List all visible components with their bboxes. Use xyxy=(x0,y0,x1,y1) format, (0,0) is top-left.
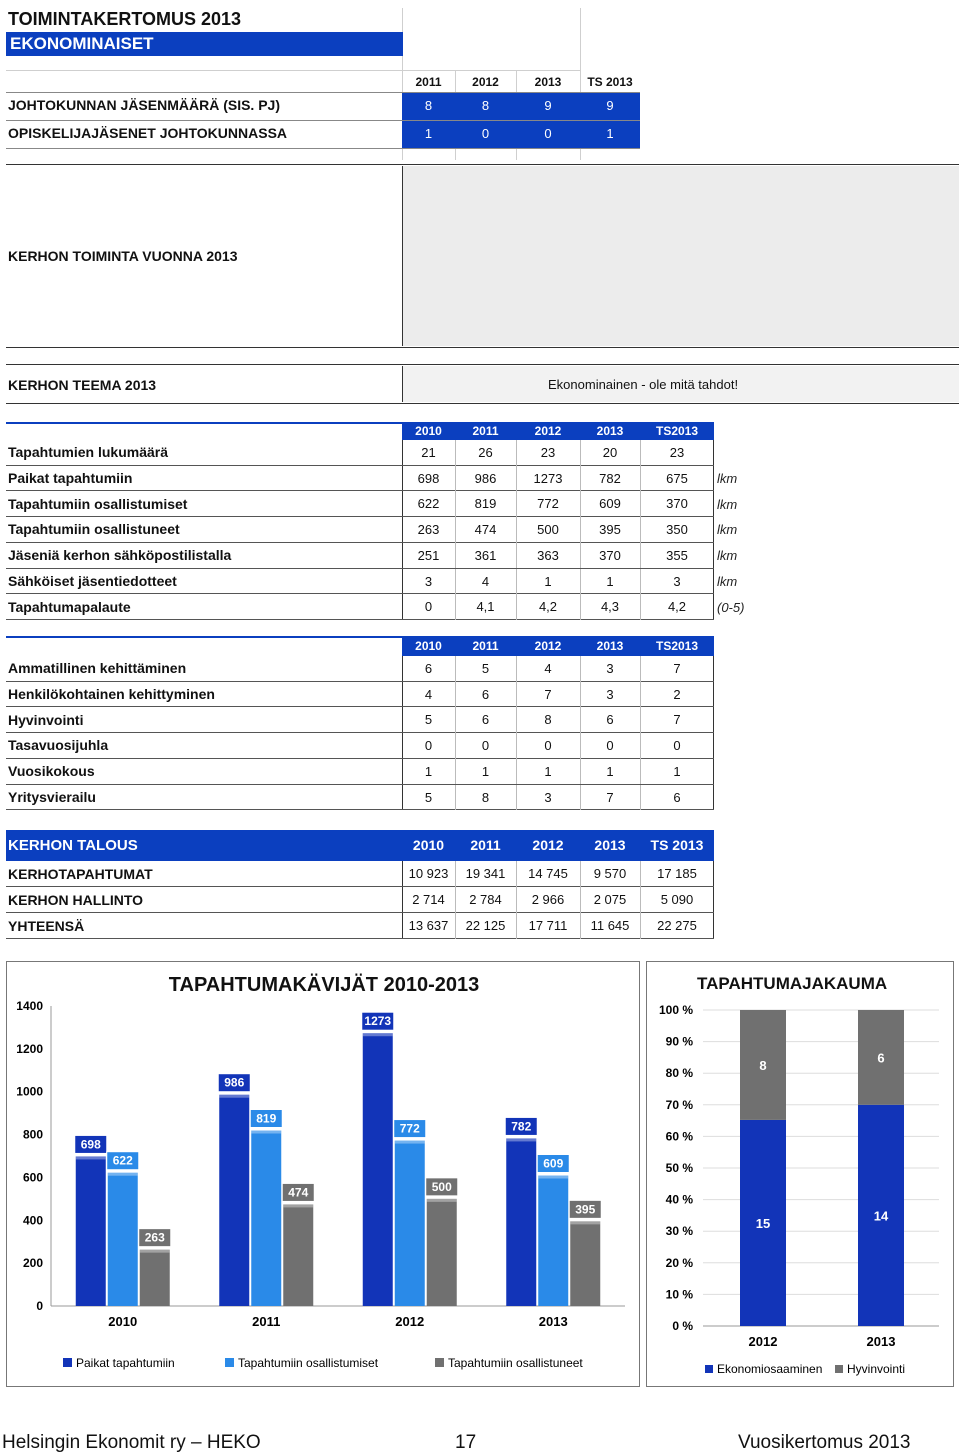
categories-cell: 6 xyxy=(424,661,433,676)
bar-highlight xyxy=(108,1173,138,1176)
col-divider xyxy=(640,440,641,466)
bar-highlight xyxy=(219,1095,249,1098)
footer-left: Helsingin Ekonomit ry – HEKO xyxy=(2,1432,261,1453)
finance-cell: 2 966 xyxy=(531,892,565,907)
col-divider xyxy=(580,491,581,517)
categories-row-label: Ammatillinen kehittäminen xyxy=(8,660,187,677)
events-cell: 263 xyxy=(417,522,440,538)
finance-cell: 19 341 xyxy=(465,866,506,881)
categories-year-header: TS2013 xyxy=(655,639,699,653)
col-divider xyxy=(580,656,581,682)
x-tick-label: 2012 xyxy=(748,1334,778,1349)
bar xyxy=(427,1199,457,1306)
col-divider xyxy=(640,594,641,620)
y-tick-label: 600 xyxy=(22,1170,43,1185)
categories-row-label: Tasavuosijuhla xyxy=(8,737,109,754)
finance-cell: 2 714 xyxy=(412,892,445,907)
theme-label: KERHON TEEMA 2013 xyxy=(8,377,157,393)
y-tick-label: 50 % xyxy=(665,1161,693,1175)
data-label: 772 xyxy=(399,1121,420,1136)
bar xyxy=(538,1176,568,1307)
categories-cell: 5 xyxy=(424,712,433,728)
events-cell: 819 xyxy=(474,496,497,512)
events-cell: 4,2 xyxy=(667,599,687,615)
chart-visitors-frame xyxy=(6,961,640,1387)
col-divider xyxy=(580,913,581,939)
events-year-header: 2012 xyxy=(534,424,562,438)
events-year-header: 2010 xyxy=(415,424,442,438)
y-tick-label: 0 % xyxy=(672,1319,693,1333)
bar-highlight xyxy=(506,1138,536,1141)
y-tick-label: 100 % xyxy=(658,1003,693,1017)
data-label: 782 xyxy=(511,1119,532,1134)
bar-highlight xyxy=(76,1156,106,1159)
categories-cell: 8 xyxy=(544,712,552,728)
col-divider xyxy=(455,785,456,811)
activity-heading: KERHON TOIMINTA VUONNA 2013 xyxy=(8,248,238,264)
events-year-header: 2013 xyxy=(596,424,624,438)
categories-cell: 1 xyxy=(424,763,433,779)
y-tick-label: 200 xyxy=(22,1256,43,1271)
y-tick-label: 1000 xyxy=(16,1084,43,1099)
events-cell: 21 xyxy=(421,445,436,460)
data-label: 263 xyxy=(144,1230,165,1245)
categories-cell: 0 xyxy=(673,738,681,754)
footer-page-number: 17 xyxy=(455,1432,477,1453)
categories-row-label: Hyvinvointi xyxy=(8,711,84,728)
col-divider xyxy=(516,491,517,517)
events-cell: 251 xyxy=(417,547,440,563)
members-year-header: 2012 xyxy=(472,75,499,89)
col-divider xyxy=(455,569,456,595)
categories-year-header: 2011 xyxy=(472,639,499,653)
events-cell: 23 xyxy=(540,445,556,460)
col-divider xyxy=(455,887,456,913)
events-cell: 4 xyxy=(481,573,490,589)
categories-row-label: Henkilökohtainen kehittyminen xyxy=(8,686,215,703)
col-divider xyxy=(640,733,641,759)
col-divider xyxy=(516,861,517,887)
events-cell: 355 xyxy=(666,547,688,563)
col-divider xyxy=(516,466,517,492)
bar xyxy=(108,1173,138,1306)
y-tick-label: 0 xyxy=(36,1299,43,1313)
col-divider xyxy=(580,861,581,887)
col-divider xyxy=(455,543,456,569)
events-row-label: Paikat tapahtumiin xyxy=(8,470,133,487)
col-divider xyxy=(640,759,641,785)
col-divider xyxy=(640,785,641,811)
chart-distribution-title: TAPAHTUMAJAKAUMA xyxy=(697,974,888,993)
bar-highlight xyxy=(363,1033,393,1036)
col-divider xyxy=(455,491,456,517)
categories-cell: 3 xyxy=(606,686,614,702)
categories-cell: 3 xyxy=(606,661,614,676)
categories-cell: 8 xyxy=(481,789,490,805)
categories-cell: 1 xyxy=(544,763,552,779)
legend-swatch xyxy=(435,1358,444,1367)
events-cell: 370 xyxy=(666,496,688,512)
finance-year-header: TS 2013 xyxy=(650,837,704,853)
bar xyxy=(76,1156,106,1306)
data-label: 6 xyxy=(877,1050,885,1066)
bar-highlight xyxy=(427,1199,457,1202)
events-row-label: Tapahtumiin osallistumiset xyxy=(8,495,188,512)
categories-cell: 5 xyxy=(424,789,433,805)
categories-cell: 1 xyxy=(606,763,614,779)
section-banner xyxy=(6,32,403,56)
chart-visitors-title: TAPAHTUMAKÄVIJÄT 2010-2013 xyxy=(168,974,480,996)
members-year-header: TS 2013 xyxy=(587,75,633,89)
row-divider xyxy=(6,92,640,93)
col-divider xyxy=(516,707,517,733)
categories-cell: 6 xyxy=(673,789,681,805)
bar-highlight xyxy=(538,1176,568,1179)
col-divider xyxy=(640,887,641,913)
col-divider xyxy=(640,682,641,708)
data-label: 609 xyxy=(543,1156,564,1171)
col-divider xyxy=(516,543,517,569)
col-divider xyxy=(580,440,581,466)
members-row-label: OPISKELIJAJÄSENET JOHTOKUNNASSA xyxy=(8,125,288,141)
categories-cell: 0 xyxy=(606,738,614,754)
bar xyxy=(140,1250,170,1306)
events-cell: 370 xyxy=(599,547,621,563)
col-divider xyxy=(455,517,456,543)
finance-row-label: KERHON HALLINTO xyxy=(8,891,144,908)
events-cell: 474 xyxy=(474,522,497,538)
col-divider xyxy=(640,656,641,682)
finance-cell: 13 637 xyxy=(408,918,449,933)
col-divider xyxy=(580,785,581,811)
y-tick-label: 80 % xyxy=(665,1066,693,1081)
members-cell: 8 xyxy=(424,98,433,113)
bar-highlight xyxy=(283,1204,313,1207)
bar xyxy=(363,1033,393,1306)
legend-swatch xyxy=(225,1358,234,1367)
events-row-label: Tapahtumien lukumäärä xyxy=(8,444,169,461)
col-divider xyxy=(516,517,517,543)
col-divider xyxy=(516,594,517,620)
col-divider xyxy=(640,861,641,887)
col-divider xyxy=(516,913,517,939)
x-tick-label: 2013 xyxy=(866,1334,896,1349)
col-divider xyxy=(580,594,581,620)
categories-year-header: 2013 xyxy=(596,639,624,653)
categories-cell: 7 xyxy=(673,661,681,676)
theme-value: Ekonominainen - ole mitä tahdot! xyxy=(548,377,739,392)
events-cell: 361 xyxy=(474,547,497,563)
legend-swatch xyxy=(705,1365,713,1373)
col-divider xyxy=(516,569,517,595)
y-tick-label: 20 % xyxy=(665,1255,693,1270)
data-label: 14 xyxy=(873,1208,889,1224)
chart-distribution xyxy=(647,962,953,1386)
events-cell: 20 xyxy=(602,445,618,460)
finance-cell: 2 784 xyxy=(469,892,502,907)
col-divider xyxy=(640,707,641,733)
events-cell: 772 xyxy=(537,496,559,512)
col-divider xyxy=(455,733,456,759)
events-cell: 4,2 xyxy=(538,599,558,615)
finance-cell: 22 275 xyxy=(657,918,697,933)
categories-cell: 7 xyxy=(606,789,614,805)
events-unit: lkm xyxy=(717,471,738,487)
events-cell: 1 xyxy=(544,573,552,589)
events-cell: 363 xyxy=(537,547,559,563)
col-divider xyxy=(580,759,581,785)
categories-cell: 3 xyxy=(544,789,552,805)
categories-cell: 1 xyxy=(673,763,681,779)
footer-right: Vuosikertomus 2013 xyxy=(738,1432,911,1453)
data-label: 8 xyxy=(759,1057,767,1073)
x-tick-label: 2013 xyxy=(538,1314,568,1329)
y-tick-label: 30 % xyxy=(665,1224,693,1239)
col-divider xyxy=(455,707,456,733)
categories-cell: 0 xyxy=(424,738,433,754)
col-divider xyxy=(516,656,517,682)
finance-year-header: 2013 xyxy=(594,837,626,853)
legend-swatch xyxy=(63,1358,72,1367)
events-unit: lkm xyxy=(717,496,738,512)
col-divider xyxy=(516,785,517,811)
col-divider xyxy=(580,543,581,569)
events-year-header: 2011 xyxy=(472,424,499,438)
data-label: 1273 xyxy=(364,1014,392,1029)
categories-cell: 5 xyxy=(481,661,490,676)
members-header-row xyxy=(402,72,640,92)
col-divider xyxy=(580,887,581,913)
col-divider xyxy=(455,682,456,708)
chart-visitors xyxy=(7,962,639,1386)
events-cell: 986 xyxy=(474,470,497,486)
y-tick-label: 800 xyxy=(22,1127,43,1142)
col-divider xyxy=(580,517,581,543)
legend-label: Hyvinvointi xyxy=(847,1362,906,1376)
finance-cell: 9 570 xyxy=(593,866,627,881)
x-tick-label: 2010 xyxy=(108,1314,138,1329)
finance-header-bar xyxy=(6,830,714,861)
members-cell: 1 xyxy=(424,126,433,141)
col-divider xyxy=(640,517,641,543)
bar-highlight xyxy=(251,1131,281,1134)
legend-label: Paikat tapahtumiin xyxy=(76,1356,175,1370)
events-cell: 675 xyxy=(666,470,688,486)
x-tick-label: 2011 xyxy=(252,1314,281,1329)
categories-row-label: Yritysvierailu xyxy=(8,788,96,805)
data-label: 698 xyxy=(80,1137,101,1152)
categories-cell: 7 xyxy=(673,712,681,728)
events-unit: lkm xyxy=(717,548,738,564)
events-unit: (0-5) xyxy=(717,599,745,615)
categories-year-header: 2010 xyxy=(415,639,442,653)
finance-cell: 10 923 xyxy=(408,866,449,881)
members-row-label: JOHTOKUNNAN JÄSENMÄÄRÄ (SIS. PJ) xyxy=(8,97,280,113)
row-divider xyxy=(6,148,640,149)
members-year-header: 2013 xyxy=(534,75,562,89)
y-tick-label: 70 % xyxy=(665,1097,693,1112)
data-label: 395 xyxy=(575,1202,596,1217)
members-cell: 9 xyxy=(606,98,614,113)
legend-label: Ekonomiosaaminen xyxy=(717,1362,823,1376)
col-divider xyxy=(640,491,641,517)
events-cell: 350 xyxy=(666,522,688,538)
col-divider xyxy=(516,759,517,785)
col-divider xyxy=(516,440,517,466)
members-cell: 8 xyxy=(481,98,490,113)
col-divider xyxy=(455,594,456,620)
members-cell: 0 xyxy=(544,126,552,141)
events-row-label: Tapahtumapalaute xyxy=(8,598,131,615)
events-cell: 609 xyxy=(599,496,621,512)
categories-cell: 0 xyxy=(481,738,490,754)
data-label: 986 xyxy=(224,1075,245,1090)
events-cell: 4,3 xyxy=(600,599,620,615)
events-cell: 395 xyxy=(599,522,621,538)
col-divider xyxy=(516,733,517,759)
events-year-header: TS2013 xyxy=(655,424,699,438)
finance-row-label: YHTEENSÄ xyxy=(8,917,85,934)
finance-row-label: KERHOTAPAHTUMAT xyxy=(8,865,153,882)
y-tick-label: 1400 xyxy=(16,999,43,1013)
categories-cell: 0 xyxy=(544,738,552,754)
events-unit: lkm xyxy=(717,573,738,589)
data-label: 622 xyxy=(112,1153,133,1168)
finance-cell: 14 745 xyxy=(528,866,568,881)
y-tick-label: 60 % xyxy=(665,1129,693,1144)
col-divider xyxy=(580,707,581,733)
finance-cell: 5 090 xyxy=(660,892,694,907)
categories-cell: 7 xyxy=(544,686,552,702)
col-divider xyxy=(640,466,641,492)
members-cell: 1 xyxy=(606,126,614,141)
grid-hline xyxy=(6,70,580,71)
data-label: 819 xyxy=(256,1111,277,1126)
events-row-label: Tapahtumiin osallistuneet xyxy=(8,521,180,538)
bar-highlight xyxy=(140,1250,170,1253)
col-divider xyxy=(455,861,456,887)
categories-cell: 2 xyxy=(673,686,681,702)
col-divider xyxy=(640,543,641,569)
col-divider xyxy=(516,682,517,708)
events-cell: 26 xyxy=(478,445,493,460)
col-divider xyxy=(455,440,456,466)
finance-cell: 22 125 xyxy=(465,918,506,933)
y-tick-label: 1200 xyxy=(16,1041,43,1056)
bar xyxy=(570,1221,600,1306)
col-divider xyxy=(455,759,456,785)
col-divider xyxy=(580,733,581,759)
finance-label: KERHON TALOUS xyxy=(8,837,138,854)
events-cell: 0 xyxy=(424,599,433,615)
data-label: 15 xyxy=(755,1215,771,1231)
activity-shaded-area xyxy=(402,166,959,346)
finance-year-header: 2011 xyxy=(470,837,501,853)
events-cell: 1273 xyxy=(533,470,563,486)
categories-year-header: 2012 xyxy=(534,639,562,653)
bar xyxy=(283,1204,313,1306)
chart-distribution-frame xyxy=(646,961,954,1387)
col-divider xyxy=(455,466,456,492)
events-cell: 622 xyxy=(417,496,440,512)
categories-cell: 6 xyxy=(481,712,490,728)
finance-year-header: 2010 xyxy=(412,837,445,853)
events-cell: 782 xyxy=(599,470,621,486)
finance-cell: 2 075 xyxy=(593,892,627,907)
data-label: 474 xyxy=(288,1185,309,1200)
y-tick-label: 10 % xyxy=(665,1287,693,1302)
bar xyxy=(395,1141,425,1306)
section-banner-label: EKONOMINAISET xyxy=(10,34,154,53)
data-label: 500 xyxy=(431,1179,452,1194)
events-cell: 3 xyxy=(424,573,433,589)
events-unit: lkm xyxy=(717,522,738,538)
bar-highlight xyxy=(570,1221,600,1224)
y-tick-label: 40 % xyxy=(665,1192,693,1207)
bar-highlight xyxy=(395,1141,425,1144)
events-cell: 3 xyxy=(673,573,681,589)
col-divider xyxy=(640,913,641,939)
col-divider xyxy=(580,466,581,492)
events-cell: 500 xyxy=(537,522,559,538)
categories-row-label: Vuosikokous xyxy=(8,763,95,780)
bar xyxy=(219,1095,249,1306)
events-cell: 4,1 xyxy=(476,599,495,615)
legend-label: Tapahtumiin osallistuneet xyxy=(448,1356,583,1370)
events-cell: 1 xyxy=(606,573,614,589)
finance-year-header: 2012 xyxy=(532,837,564,853)
y-tick-label: 400 xyxy=(22,1213,43,1228)
categories-cell: 1 xyxy=(481,763,490,779)
events-cell: 698 xyxy=(417,470,440,486)
col-divider xyxy=(640,569,641,595)
members-cell: 9 xyxy=(544,98,552,113)
row-divider xyxy=(6,120,640,121)
finance-cell: 17 185 xyxy=(657,866,697,881)
members-year-header: 2011 xyxy=(415,75,442,89)
col-divider xyxy=(516,887,517,913)
categories-cell: 4 xyxy=(424,686,433,702)
x-tick-label: 2012 xyxy=(395,1314,425,1329)
events-row-label: Jäseniä kerhon sähköpostilistalla xyxy=(8,547,232,564)
col-divider xyxy=(455,656,456,682)
bar xyxy=(251,1131,281,1307)
finance-cell: 11 645 xyxy=(590,918,630,933)
finance-cell: 17 711 xyxy=(528,918,568,933)
page-title: TOIMINTAKERTOMUS 2013 xyxy=(8,9,242,29)
legend-label: Tapahtumiin osallistumiset xyxy=(238,1356,379,1370)
events-cell: 23 xyxy=(669,445,685,460)
bar xyxy=(506,1138,536,1306)
categories-cell: 4 xyxy=(544,661,552,676)
categories-cell: 6 xyxy=(606,712,614,728)
col-divider xyxy=(580,682,581,708)
col-divider xyxy=(455,913,456,939)
col-divider xyxy=(580,569,581,595)
y-tick-label: 90 % xyxy=(665,1034,693,1049)
legend-swatch xyxy=(835,1365,843,1373)
categories-cell: 6 xyxy=(481,686,490,702)
members-cell: 0 xyxy=(481,126,490,141)
events-row-label: Sähköiset jäsentiedotteet xyxy=(8,572,177,589)
